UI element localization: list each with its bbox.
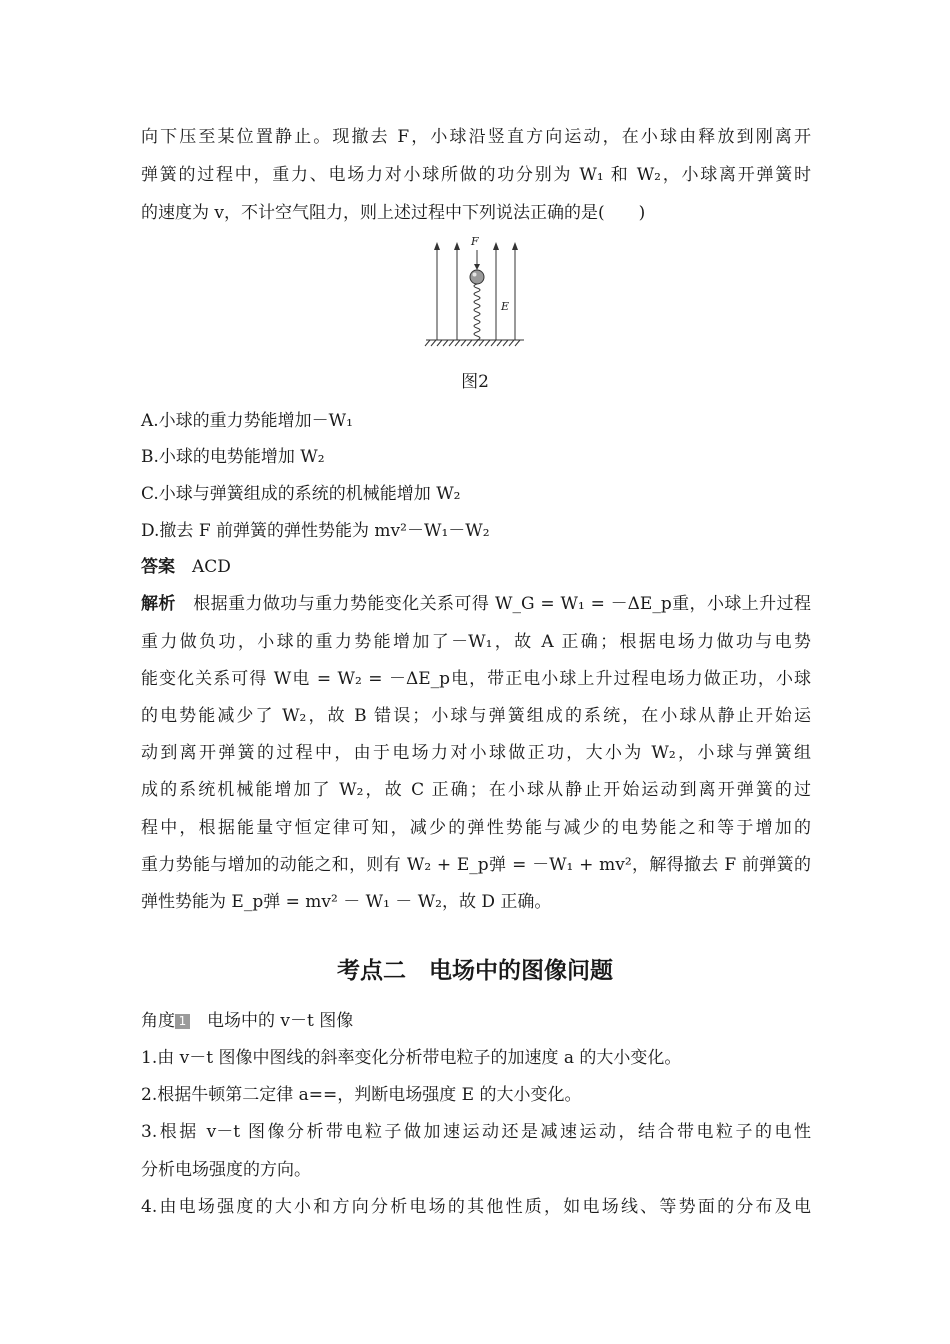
question-line-2: 弹簧的过程中，重力、电场力对小球所做的功分别为 W₁ 和 W₂，小球离开弹簧时: [141, 165, 811, 185]
question-line-1: 向下压至某位置静止。现撤去 F，小球沿竖直方向运动，在小球由释放到刚离开: [141, 127, 811, 147]
angle-title-row: 角度 1 电场中的 v－t 图像: [141, 1011, 354, 1031]
question-line-3: 的速度为 v，不计空气阻力，则上述过程中下列说法正确的是( ): [141, 203, 646, 223]
option-d: D.撤去 F 前弹簧的弹性势能为 mv²－W₁－W₂: [141, 521, 490, 541]
force-label: F: [471, 235, 479, 248]
analysis-line-7: 程中，根据能量守恒定律可知，减少的弹性势能与减少的电势能之和等于增加的: [141, 818, 811, 838]
option-a: A.小球的重力势能增加－W₁: [141, 411, 353, 431]
analysis-label: 解析: [141, 594, 176, 614]
section-heading: 考点二 电场中的图像问题: [337, 958, 613, 984]
point-2: 2.根据牛顿第二定律 a==，判断电场强度 E 的大小变化。: [141, 1085, 582, 1105]
analysis-line-6: 成的系统机械能增加了 W₂，故 C 正确；在小球从静止开始运动到离开弹簧的过: [141, 780, 811, 800]
point-3-continued: 分析电场强度的方向。: [141, 1160, 311, 1180]
ground-hatching: [425, 340, 520, 346]
figure-caption: 图2: [461, 372, 489, 392]
option-b: B.小球的电势能增加 W₂: [141, 447, 325, 467]
answer-row: [141, 557, 811, 577]
analysis-line-8: 重力势能与增加的动能之和，则有 W₂ + E_p弹 = －W₁ + mv²，解得撤去 F 前弹簧的: [141, 855, 811, 875]
analysis-line-3: 能变化关系可得 W电 = W₂ = －ΔE_p电，带正电小球上升过程电场力做正功，小球: [141, 669, 811, 689]
spring-ball-field-figure: [420, 232, 530, 350]
option-c: C.小球与弹簧组成的系统的机械能增加 W₂: [141, 484, 461, 504]
spring: [474, 284, 480, 340]
analysis-line-5: 动到离开弹簧的过程中，由于电场力对小球做正功，大小为 W₂，小球与弹簧组: [141, 743, 811, 763]
analysis-line-2: 重力做负功，小球的重力势能增加了－W₁，故 A 正确；根据电场力做功与电势: [141, 632, 811, 652]
point-1: 1.由 v－t 图像中图线的斜率变化分析带电粒子的加速度 a 的大小变化。: [141, 1048, 682, 1068]
angle-number-badge: 1: [175, 1014, 190, 1029]
answer-label: 答案: [141, 557, 175, 577]
answer-value: ACD: [192, 557, 231, 577]
field-label: E: [501, 300, 510, 313]
point-4: 4.由电场强度的大小和方向分析电场的其他性质，如电场线、等势面的分布及电: [141, 1197, 811, 1217]
ball: [470, 270, 484, 284]
analysis-line-4: 的电势能减少了 W₂，故 B 错误；小球与弹簧组成的系统，在小球从静止开始运: [141, 706, 811, 726]
analysis-line-1: 解析 根据重力做功与重力势能变化关系可得 W_G = W₁ = －ΔE_p重，小球上升过程: [141, 594, 812, 614]
analysis-line-9: 弹性势能为 E_p弹 = mv² － W₁ － W₂，故 D 正确。: [141, 892, 552, 912]
angle-title: 电场中的 v－t 图像: [207, 1011, 354, 1031]
point-3: 3.根据 v－t 图像分析带电粒子做加速运动还是减速运动，结合带电粒子的电性: [141, 1122, 811, 1142]
